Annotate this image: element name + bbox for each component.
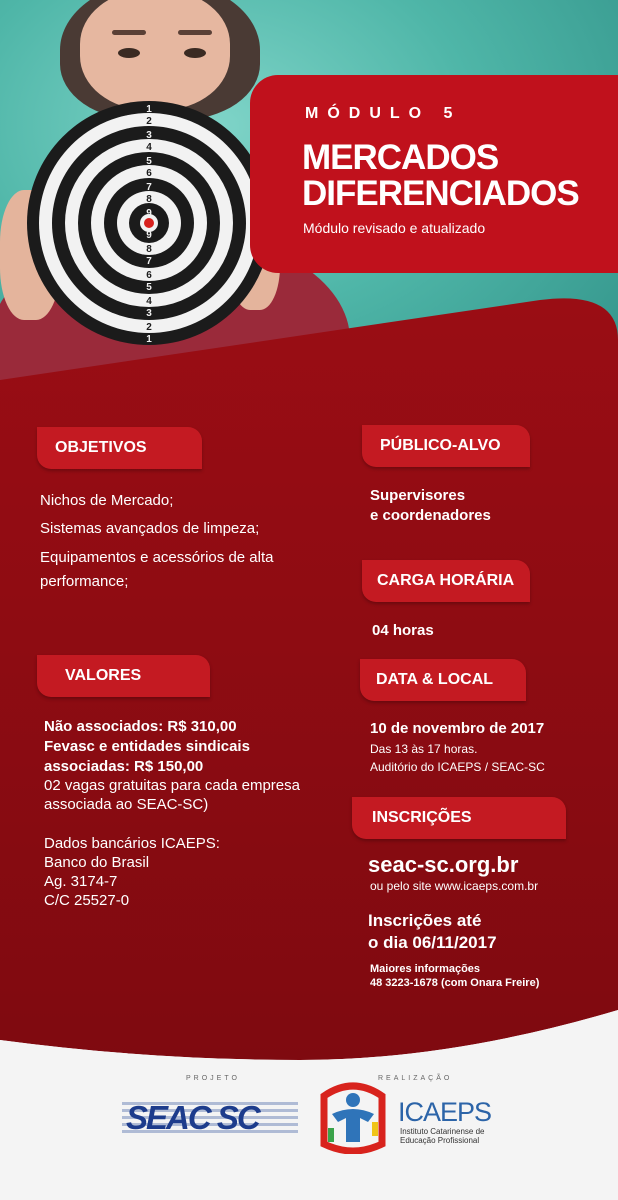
target-number: 4 — [146, 296, 152, 307]
target-number: 2 — [146, 116, 152, 127]
bank-title: Dados bancários ICAEPS: — [44, 835, 220, 852]
deadline-line1: Inscrições até — [368, 911, 482, 930]
target-number: 4 — [146, 142, 152, 153]
objetivos-tab: OBJETIVOS — [37, 427, 202, 469]
info-phone: 48 3223-1678 (com Onara Freire) — [370, 977, 540, 989]
objetivo-item: Sistemas avançados de limpeza; — [40, 520, 260, 537]
page-title-line2: DIFERENCIADOS — [302, 174, 579, 213]
objetivo-item: Equipamentos e acessórios de alta — [40, 549, 274, 566]
data-local-tab: DATA & LOCAL — [360, 659, 526, 701]
seac-logo — [122, 1100, 298, 1136]
inscricoes-tab: INSCRIÇÕES — [352, 797, 566, 839]
target-number: 5 — [146, 282, 152, 293]
target-number: 5 — [146, 156, 152, 167]
valor-fevasc: Fevasc e entidades sindicais — [44, 738, 250, 755]
subtitle: Módulo revisado e atualizado — [303, 220, 486, 236]
bank-name: Banco do Brasil — [44, 854, 150, 871]
icaeps-logo-sub1: Instituto Catarinense de — [400, 1127, 485, 1136]
carga-value: 04 horas — [372, 622, 434, 639]
target-number: 9 — [146, 208, 152, 219]
info-label: Maiores informações — [370, 963, 481, 975]
icaeps-logo-icon — [318, 1082, 388, 1154]
publico-line2: e coordenadores — [370, 507, 491, 524]
realizacao-label: REALIZAÇÃO — [378, 1075, 453, 1082]
target-number: 1 — [146, 104, 152, 115]
bank-account: C/C 25527-0 — [44, 892, 130, 909]
valores-tab: VALORES — [37, 655, 210, 697]
valor-vagas: 02 vagas gratuitas para cada empresa — [44, 777, 300, 794]
event-hours: Das 13 às 17 horas. — [370, 742, 478, 756]
target-number: 3 — [146, 130, 152, 141]
site-link[interactable]: seac-sc.org.br — [368, 852, 519, 877]
valor-vagas-cont: associada ao SEAC-SC) — [44, 796, 209, 813]
event-place: Auditório do ICAEPS / SEAC-SC — [370, 760, 545, 774]
target-number: 7 — [146, 256, 152, 267]
target-number: 9 — [146, 230, 152, 241]
event-date: 10 de novembro de 2017 — [370, 720, 545, 737]
seac-logo-text: SEAC SC — [126, 1099, 259, 1136]
target-number: 3 — [146, 308, 152, 319]
carga-horaria-tab: CARGA HORÁRIA — [362, 560, 530, 602]
objetivo-item: performance; — [40, 573, 129, 590]
icaeps-logo-name: ICAEPS — [398, 1097, 492, 1127]
valor-nao-associados: Não associados: R$ 310,00 — [44, 718, 237, 735]
target-number: 8 — [146, 194, 152, 205]
alt-site-link[interactable]: ou pelo site www.icaeps.com.br — [370, 879, 539, 893]
icaeps-logo-sub2: Educação Profissional — [400, 1136, 480, 1145]
target-number: 7 — [146, 182, 152, 193]
target-number: 1 — [146, 334, 152, 345]
objetivo-item: Nichos de Mercado; — [40, 492, 174, 509]
page-title-line1: MERCADOS — [302, 138, 499, 177]
target-number: 8 — [146, 244, 152, 255]
target-number: 2 — [146, 322, 152, 333]
valor-associadas: associadas: R$ 150,00 — [44, 758, 204, 775]
publico-line1: Supervisores — [370, 487, 466, 504]
deadline-line2: o dia 06/11/2017 — [368, 933, 497, 952]
projeto-label: PROJETO — [186, 1075, 240, 1082]
target-number: 6 — [146, 168, 152, 179]
bank-agency: Ag. 3174-7 — [44, 873, 118, 890]
target-number: 6 — [146, 270, 152, 281]
publico-alvo-tab: PÚBLICO-ALVO — [362, 425, 530, 467]
module-label: MÓDULO 5 — [305, 105, 462, 122]
